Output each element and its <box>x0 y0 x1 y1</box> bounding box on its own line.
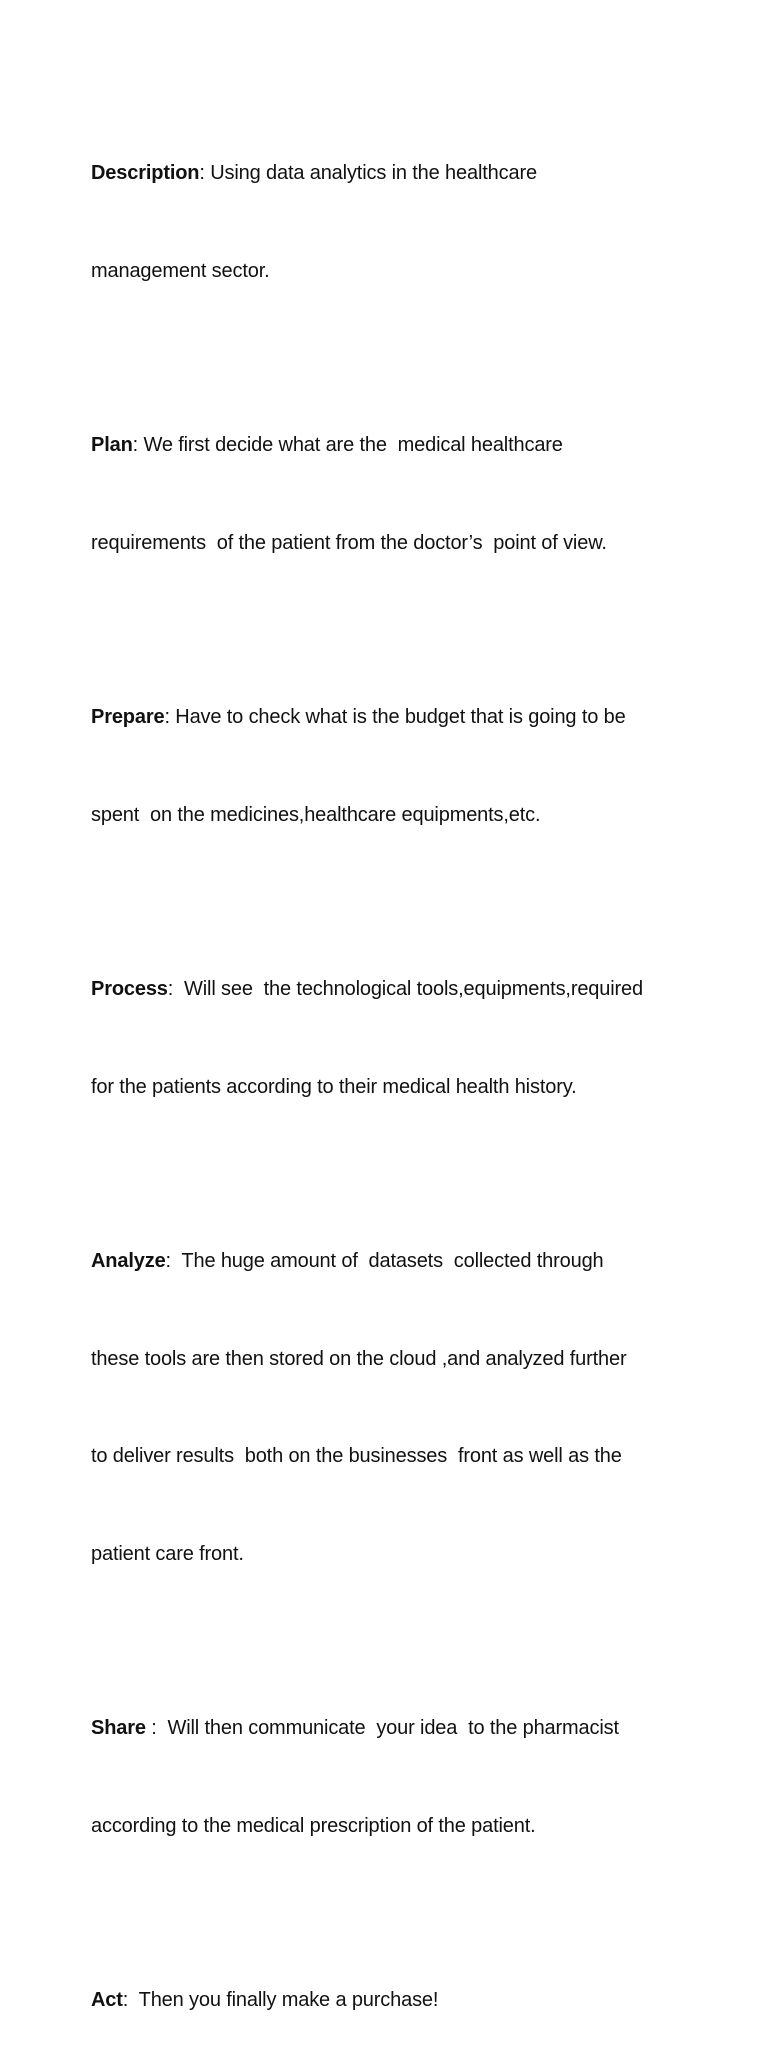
paragraph-analyze <box>91 1180 691 1635</box>
line-text: Have to check what is the budget that is going to be <box>175 706 626 728</box>
paragraph-line <box>91 1245 691 1278</box>
paragraph-line: these tools are then stored on the cloud ,and analyzed further <box>91 1347 627 1370</box>
paragraph-prepare <box>91 636 691 896</box>
paragraph-line: for the patients according to their medical health history. <box>91 1075 577 1098</box>
section-label: Description <box>91 162 200 184</box>
paragraph-line: to deliver results both on the businesses front as well as the <box>91 1445 622 1467</box>
paragraph-line <box>91 157 691 190</box>
section-label: Prepare <box>91 706 165 728</box>
paragraph-share <box>91 1647 691 1907</box>
paragraph-line: patient care front. <box>91 1542 244 1565</box>
paragraph-line <box>91 1984 691 2017</box>
paragraph-act <box>91 1919 691 2048</box>
line-text: The huge amount of datasets collected through <box>181 1250 604 1272</box>
label-separator: : <box>164 706 176 728</box>
paragraph-plan <box>91 364 691 624</box>
paragraph-line <box>91 701 691 734</box>
line-text: Using data analytics in the healthcare <box>210 162 537 184</box>
line-text: Then you finally make a purchase! <box>138 1989 439 2011</box>
document-body <box>91 92 691 2048</box>
line-text: Will then communicate your idea to the pharmacist <box>167 1717 619 1739</box>
label-separator: : <box>122 1989 139 2011</box>
line-text: Will see the technological tools,equipments,required <box>184 978 644 1000</box>
label-separator: : <box>167 978 185 1000</box>
paragraph-description <box>91 92 691 352</box>
paragraph-line <box>91 973 691 1006</box>
paragraph-line <box>91 429 691 462</box>
paragraph-line <box>91 1712 691 1745</box>
section-label: Share <box>91 1717 146 1739</box>
paragraph-line: requirements of the patient from the doctor’s point of view. <box>91 531 607 554</box>
paragraph-line: according to the medical prescription of the patient. <box>91 1814 536 1837</box>
label-separator: : <box>145 1717 168 1739</box>
paragraph-process <box>91 908 691 1168</box>
section-label: Analyze <box>91 1250 166 1272</box>
paragraph-line: spent on the medicines,healthcare equipments,etc. <box>91 803 541 826</box>
section-label: Plan <box>91 434 133 456</box>
label-separator: : <box>132 434 144 456</box>
section-label: Process <box>91 978 168 1000</box>
line-text: We first decide what are the medical healthcare <box>143 434 563 456</box>
label-separator: : <box>165 1250 182 1272</box>
paragraph-line: management sector. <box>91 259 270 282</box>
label-separator: : <box>199 162 211 184</box>
section-label: Act <box>91 1989 123 2011</box>
